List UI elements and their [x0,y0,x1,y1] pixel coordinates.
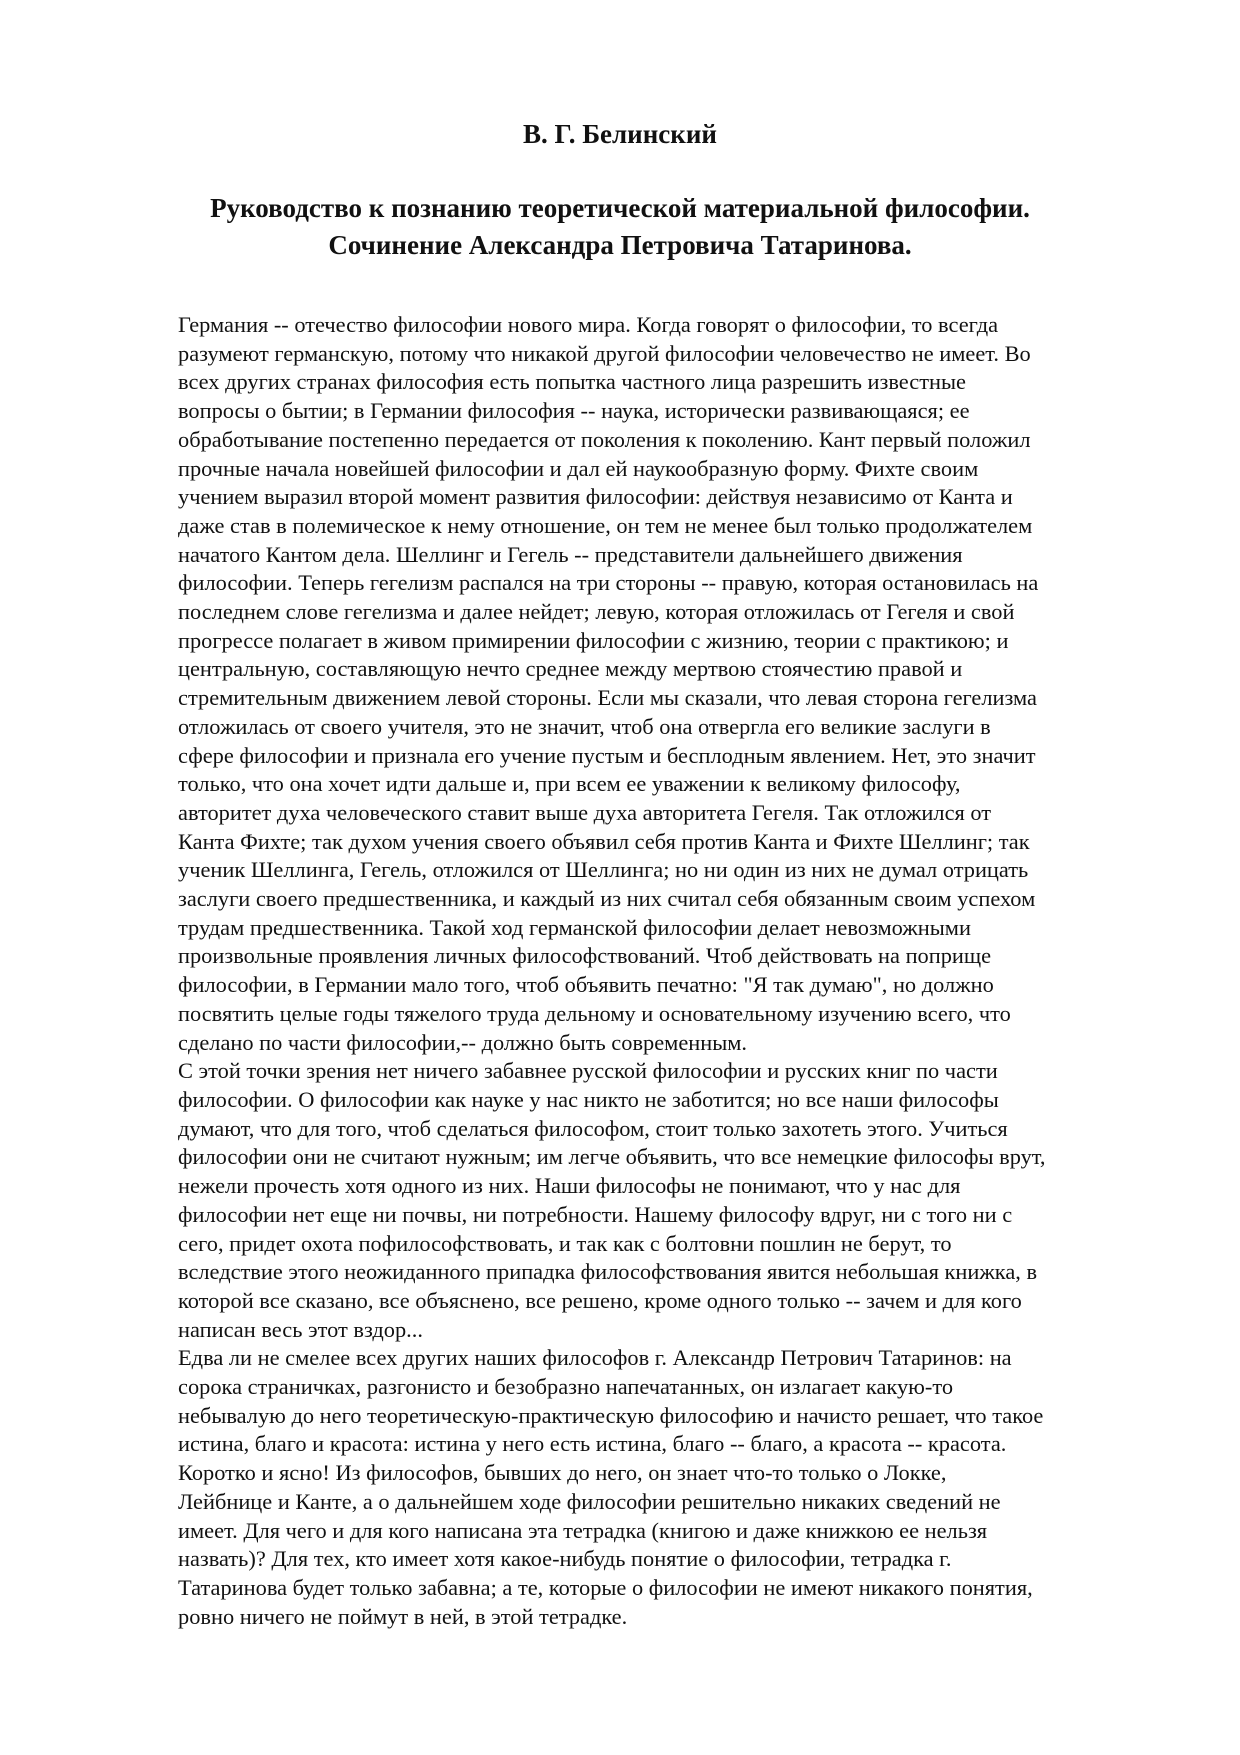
paragraph: Германия -- отечество философии нового мира. Когда говорят о философии, то всегда разумеют германскую, потому что никакой другой философии человечество не имеет. Во всех других странах философия есть попытка частного лица разрешить известные вопросы о бытии; в Германии философия -- наука, исторически развивающаяся; ее обработывание постепенно передается от поколения к поколению. Кант первый положил прочные начала новейшей философии и дал ей наукообразную форму. Фихте своим учением выразил второй момент развития философии: действуя независимо от Канта и даже став в полемическое к нему отношение, он тем не менее был только продолжателем начатого Кантом дела. Шеллинг и Гегель -- представители дальнейшего движения философии. Теперь гегелизм распался на три стороны -- правую, которая остановилась на последнем слове гегелизма и далее нейдет; левую, которая отложилась от Гегеля и свой прогрессе полагает в живом примирении философии с жизнию, теории с практикою; и центральную, составляющую нечто среднее между мертвою стоячестию правой и стремительным движением левой стороны. Если мы сказали, что левая сторона гегелизма отложилась от своего учителя, это не значит, чтоб она отвергла его великие заслуги в сфере философии и признала его учение пустым и бесплодным явлением. Нет, это значит только, что она хочет идти дальше и, при всем ее уважении к великому философу, авторитет духа человеческого ставит выше духа авторитета Гегеля. Так отложился от Канта Фихте; так духом учения своего объявил себя против Канта и Фихте Шеллинг; так ученик Шеллинга, Гегель, отложился от Шеллинга; но ни один из них не думал отрицать заслуги своего предшественника, и каждый из них считал себя обязанным своим успехом трудам предшественника. Такой ход германской философии делает невозможными произвольные проявления личных философствований. Чтоб действовать на поприще философии, в Германии мало того, чтоб объявить печатно: "Я так думаю", но должно посвятить целые годы тяжелого труда дельному и основательному изучению всего, что сделано по части философии,-- должно быть современным. [178,312,1039,1055]
body-text [178,311,1118,1631]
document-title [0,190,1240,264]
author-heading: В. Г. Белинский [523,119,717,149]
title-line: Руководство к познанию теоретической материальной философии. [210,193,1030,223]
title-line: Сочинение Александра Петровича Татаринова. [328,230,912,260]
paragraph: С этой точки зрения нет ничего забавнее русской философии и русских книг по части философии. О философии как науке у нас никто не заботится; но все наши философы думают, что для того, чтоб сделаться философом, стоит только захотеть этого. Учиться философии они не считают нужным; им легче объявить, что все немецкие философы врут, нежели прочесть хотя одного из них. Наши философы не понимают, что у нас для философии нет еще ни почвы, ни потребности. Нашему философу вдруг, ни с того ни с сего, придет охота пофилософствовать, и так как с болтовни пошлин не берут, то вследствие этого неожиданного припадка философствования явится небольшая книжка, в которой все сказано, все объяснено, все решено, кроме одного только -- зачем и для кого написан весь этот вздор... [178,1058,1046,1342]
paragraph: Едва ли не смелее всех других наших философов г. Александр Петрович Татаринов: на сорока страничках, разгонисто и безобразно напечатанных, он излагает какую-то небывалую до него теоретическую-практическую философию и начисто решает, что такое истина, благо и красота: истина у него есть истина, благо -- благо, а красота -- красота. Коротко и ясно! Из философов, бывших до него, он знает что-то только о Локке, Лейбнице и Канте, а о дальнейшем ходе философии решительно никаких сведений не имеет. Для чего и для кого написана эта тетрадка (книгою и даже книжкою ее нельзя назвать)? Для тех, кто имеет хотя какое-нибудь понятие о философии, тетрадка г. Татаринова будет только забавна; а те, которые о философии не имеют никакого понятия, ровно ничего не поймут в ней, в этой тетрадке. [178,1345,1044,1629]
